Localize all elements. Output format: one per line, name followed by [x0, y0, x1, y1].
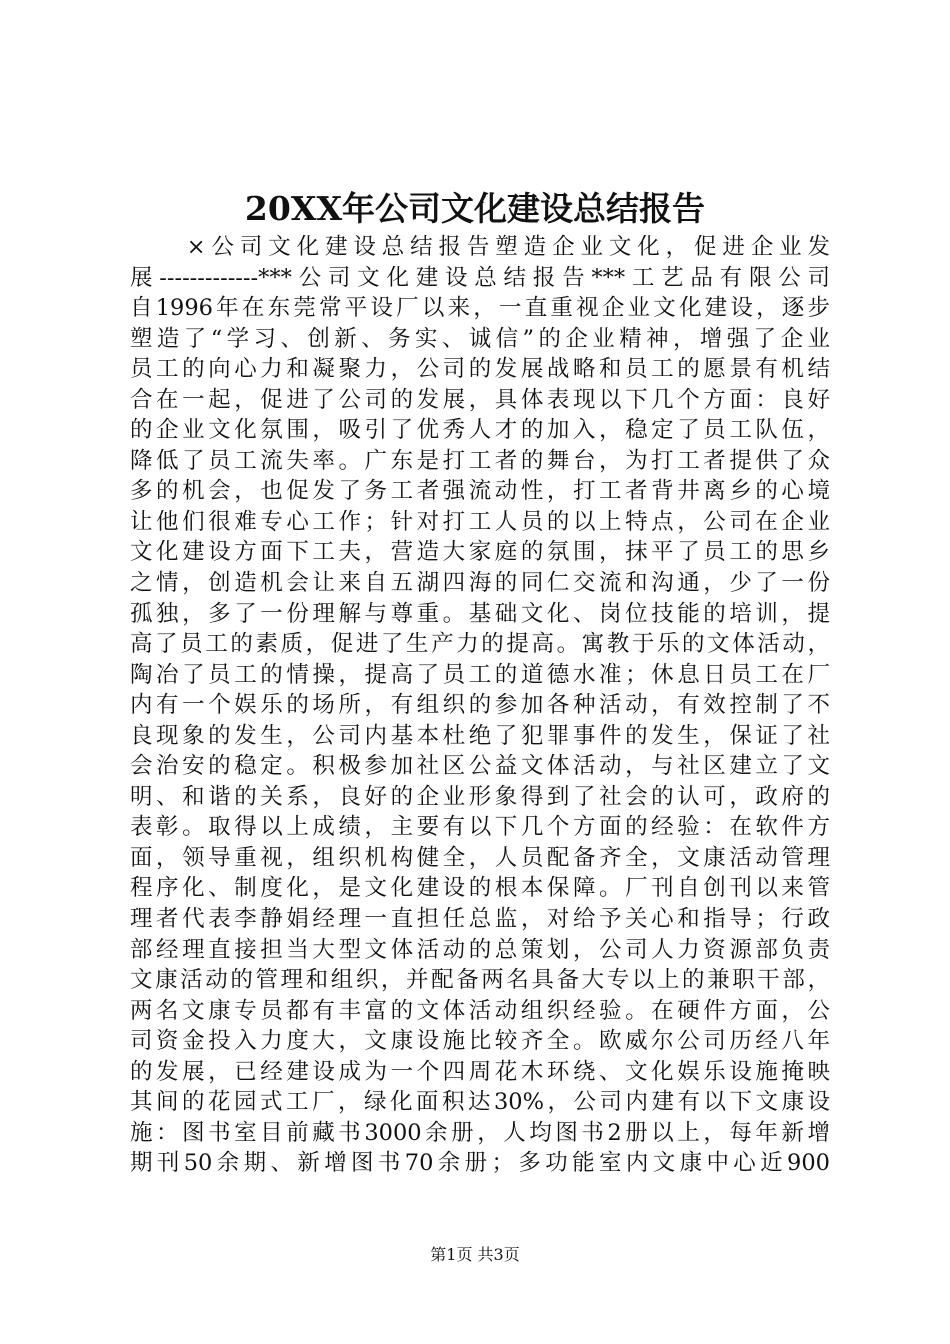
body-line: 自1996年在东莞常平设厂以来，一直重视企业文化建设，逐步: [130, 295, 830, 322]
body-line: 期刊50余期、新增图书70余册；多功能室内文康中心近900: [130, 1150, 830, 1177]
body-line: 塑造了“学习、创新、务实、诚信”的企业精神，增强了企业: [130, 325, 830, 352]
body-line: 员工的向心力和凝聚力，公司的发展战略和员工的愿景有机结: [130, 356, 830, 383]
body-line: 表彰。取得以上成绩，主要有以下几个方面的经验：在软件方: [130, 814, 830, 841]
body-line: 施：图书室目前藏书3000余册，人均图书2册以上，每年新增: [130, 1119, 830, 1146]
body-line: 让他们很难专心工作；针对打工人员的以上特点，公司在企业: [130, 508, 830, 535]
body-line: 明、和谐的关系，良好的企业形象得到了社会的认可，政府的: [130, 783, 830, 810]
body-line: 两名文康专员都有丰富的文体活动组织经验。在硬件方面，公: [130, 997, 830, 1024]
body-line: 的企业文化氛围，吸引了优秀人才的加入，稳定了员工队伍，: [130, 417, 830, 444]
body-line: 高了员工的素质，促进了生产力的提高。寓教于乐的文体活动，: [130, 631, 830, 658]
body-line: 展-------------***公司文化建设总结报告***工艺品有限公司: [130, 264, 830, 291]
body-line: 合在一起，促进了公司的发展，具体表现以下几个方面：良好: [130, 386, 830, 413]
body-line: 面，领导重视，组织机构健全，人员配备齐全，文康活动管理: [130, 844, 830, 871]
body-line: 部经理直接担当大型文体活动的总策划，公司人力资源部负责: [130, 936, 830, 963]
body-line: 良现象的发生，公司内基本杜绝了犯罪事件的发生，保证了社: [130, 722, 830, 749]
body-line: ×公司文化建设总结报告塑造企业文化，促进企业发: [130, 234, 830, 260]
body-line: 程序化、制度化，是文化建设的根本保障。厂刊自创刊以来管: [130, 875, 830, 902]
page-footer: 第1页 共3页: [430, 1245, 520, 1264]
body-line: 内有一个娱乐的场所，有组织的参加各种活动，有效控制了不: [130, 692, 830, 719]
body-line: 文康活动的管理和组织，并配备两名具备大专以上的兼职干部，: [130, 967, 830, 994]
body-line: 理者代表李静娟经理一直担任总监，对给予关心和指导；行政: [130, 906, 830, 933]
document-body: [130, 232, 830, 1179]
body-line: 多的机会，也促发了务工者强流动性，打工者背井离乡的心境: [130, 478, 830, 505]
body-line: 降低了员工流失率。广东是打工者的舞台，为打工者提供了众: [130, 447, 830, 474]
body-line: 文化建设方面下工夫，营造大家庭的氛围，抹平了员工的思乡: [130, 539, 830, 566]
body-line: 陶冶了员工的情操，提高了员工的道德水准；休息日员工在厂: [130, 661, 830, 688]
body-line: 会治安的稳定。积极参加社区公益文体活动，与社区建立了文: [130, 753, 830, 780]
body-line: 之情，创造机会让来自五湖四海的同仁交流和沟通，少了一份: [130, 570, 830, 597]
body-line: 孤独，多了一份理解与尊重。基础文化、岗位技能的培训，提: [130, 600, 830, 627]
body-line: 司资金投入力度大，文康设施比较齐全。欧威尔公司历经八年: [130, 1028, 830, 1055]
body-line: 其间的花园式工厂，绿化面积达30%，公司内建有以下文康设: [130, 1089, 830, 1116]
document-title: 20XX年公司文化建设总结报告: [244, 189, 706, 228]
body-line: 的发展，已经建设成为一个四周花木环绕、文化娱乐设施掩映: [130, 1058, 830, 1085]
